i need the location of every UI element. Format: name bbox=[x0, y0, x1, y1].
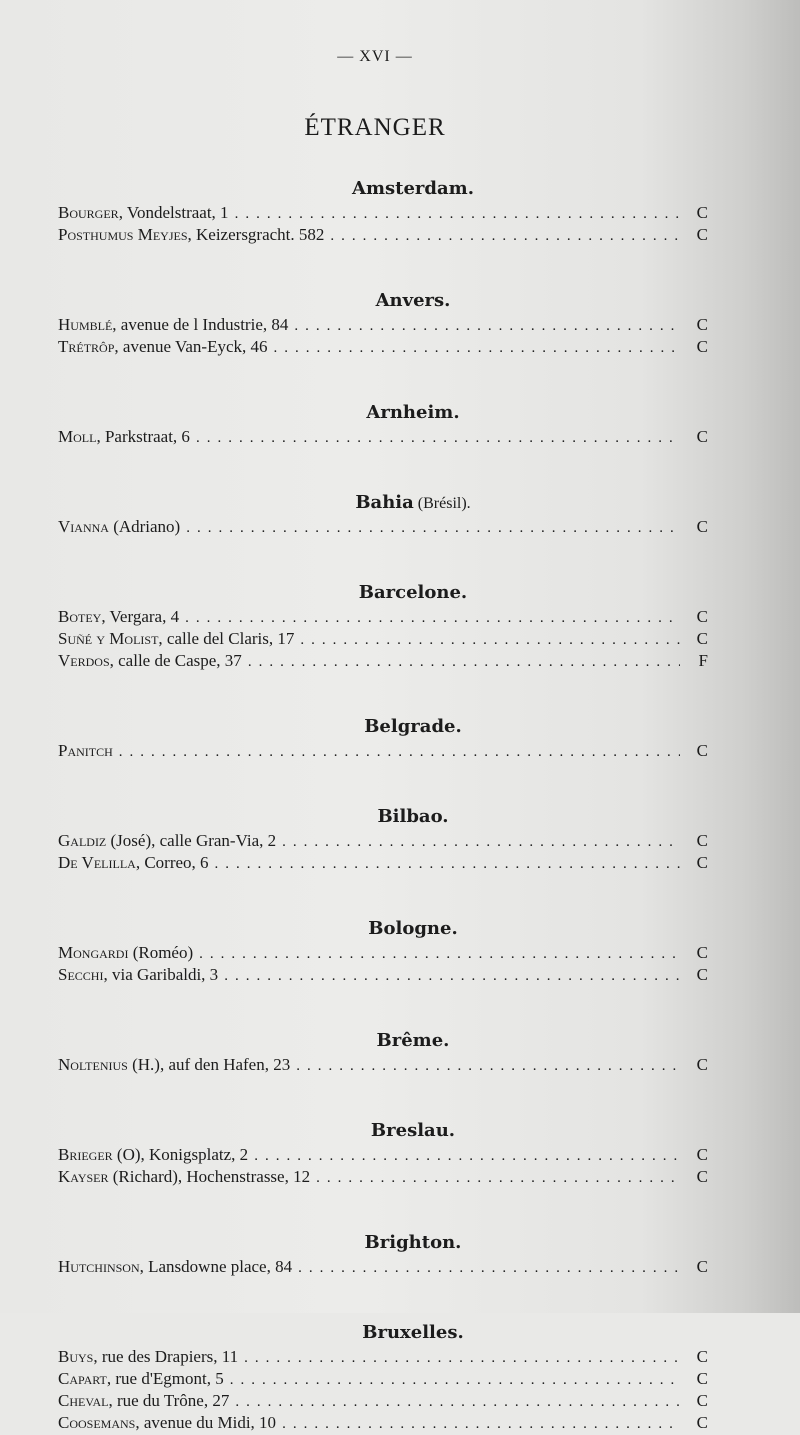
entry-surname: Vianna bbox=[58, 517, 109, 536]
entry-address: , Vondelstraat, 1 bbox=[118, 203, 229, 222]
city-heading bbox=[58, 804, 708, 830]
city-name: Arnheim. bbox=[366, 402, 460, 423]
entry-address: , rue du Trône, 27 bbox=[108, 1391, 230, 1410]
city-name: Bahia bbox=[355, 492, 414, 513]
city-name: Bruxelles. bbox=[362, 1322, 464, 1343]
entry-text bbox=[58, 606, 179, 628]
dot-leader bbox=[282, 831, 680, 853]
entry-surname: Panitch bbox=[58, 741, 113, 760]
directory-entry bbox=[58, 1144, 708, 1166]
directory-entry bbox=[58, 964, 708, 986]
entry-surname: Cheval bbox=[58, 1391, 109, 1410]
directory-entry bbox=[58, 336, 708, 358]
section-gap bbox=[58, 986, 708, 1024]
entry-text bbox=[58, 964, 218, 986]
dot-leader bbox=[294, 315, 680, 337]
entry-address: (O), Konigsplatz, 2 bbox=[112, 1145, 249, 1164]
city-heading bbox=[58, 580, 708, 606]
section-gap bbox=[58, 246, 708, 284]
entry-surname: Coosemans bbox=[58, 1413, 136, 1432]
city-heading bbox=[58, 1118, 708, 1144]
entry-code: C bbox=[696, 853, 708, 872]
city-name: Brighton. bbox=[364, 1232, 462, 1253]
dot-leader bbox=[298, 1257, 680, 1279]
entry-text bbox=[58, 650, 242, 672]
city-name: Bologne. bbox=[368, 918, 458, 939]
dot-leader bbox=[274, 337, 680, 359]
entry-text bbox=[58, 1368, 224, 1390]
directory-entry bbox=[58, 516, 708, 538]
entry-surname: Capart bbox=[58, 1369, 107, 1388]
section-gap bbox=[58, 1278, 708, 1316]
city-heading bbox=[58, 1028, 708, 1054]
city-name: Breslau. bbox=[370, 1120, 456, 1141]
entry-text bbox=[58, 1346, 238, 1368]
entry-text bbox=[58, 740, 113, 762]
entry-address: (José), calle Gran-Via, 2 bbox=[106, 831, 277, 850]
entry-text bbox=[58, 1390, 229, 1412]
directory-entry bbox=[58, 852, 708, 874]
city-name: Amsterdam. bbox=[352, 178, 474, 199]
entry-code: C bbox=[696, 831, 708, 850]
city-note: (Brésil). bbox=[413, 495, 471, 512]
dot-leader bbox=[119, 741, 680, 763]
directory-entry bbox=[58, 314, 708, 336]
entry-code: C bbox=[696, 225, 708, 244]
dot-leader bbox=[196, 427, 680, 449]
entry-text bbox=[58, 1166, 310, 1188]
directory-entry bbox=[58, 1346, 708, 1368]
entry-surname: Trétrôp bbox=[58, 337, 115, 356]
directory-entry bbox=[58, 1256, 708, 1278]
section-gap bbox=[58, 448, 708, 486]
directory-entry bbox=[58, 628, 708, 650]
entry-surname: Brieger bbox=[58, 1145, 113, 1164]
city-heading bbox=[58, 400, 708, 426]
entry-code: C bbox=[696, 1413, 708, 1432]
dot-leader bbox=[316, 1167, 680, 1189]
entry-address: , rue des Drapiers, 11 bbox=[93, 1347, 239, 1366]
directory-list bbox=[58, 172, 708, 1434]
entry-code: C bbox=[696, 427, 708, 446]
directory-entry bbox=[58, 1166, 708, 1188]
entry-text bbox=[58, 336, 268, 358]
entry-code: C bbox=[696, 1167, 708, 1186]
entry-address: , Keizersgracht. 582 bbox=[187, 225, 325, 244]
entry-code: F bbox=[698, 651, 708, 670]
dot-leader bbox=[244, 1347, 680, 1369]
dot-leader bbox=[235, 1391, 680, 1413]
page-number: — XVI — bbox=[337, 48, 413, 65]
entry-text bbox=[58, 942, 193, 964]
entry-code: C bbox=[696, 943, 708, 962]
entry-surname: De Velilla bbox=[58, 853, 136, 872]
city-heading bbox=[58, 1230, 708, 1256]
entry-text bbox=[58, 426, 190, 448]
entry-surname: Mongardi bbox=[58, 943, 129, 962]
section-gap bbox=[58, 538, 708, 576]
entry-surname: Botey bbox=[58, 607, 102, 626]
entry-code: C bbox=[696, 965, 708, 984]
dot-leader bbox=[296, 1055, 680, 1077]
city-name: Brême. bbox=[376, 1030, 450, 1051]
entry-text bbox=[58, 1256, 292, 1278]
entry-surname: Kayser bbox=[58, 1167, 109, 1186]
entry-address: (Roméo) bbox=[128, 943, 194, 962]
entry-text bbox=[58, 1412, 276, 1434]
entry-address: , Lansdowne place, 84 bbox=[139, 1257, 293, 1276]
entry-address: , avenue du Midi, 10 bbox=[135, 1413, 277, 1432]
dot-leader bbox=[282, 1413, 680, 1435]
entry-code: C bbox=[696, 1391, 708, 1410]
entry-address: , calle del Claris, 17 bbox=[158, 629, 295, 648]
directory-entry bbox=[58, 426, 708, 448]
dot-leader bbox=[199, 943, 680, 965]
entry-surname: Bourger bbox=[58, 203, 119, 222]
entry-surname: Posthumus Meyjes bbox=[58, 225, 188, 244]
dot-leader bbox=[254, 1145, 680, 1167]
city-name: Barcelone. bbox=[358, 582, 468, 603]
dot-leader bbox=[230, 1369, 680, 1391]
section-gap bbox=[58, 1188, 708, 1226]
city-heading bbox=[58, 176, 708, 202]
entry-code: C bbox=[696, 629, 708, 648]
entry-code: C bbox=[696, 1055, 708, 1074]
entry-code: C bbox=[696, 337, 708, 356]
entry-surname: Verdos bbox=[58, 651, 110, 670]
directory-entry bbox=[58, 606, 708, 628]
directory-entry bbox=[58, 740, 708, 762]
entry-address: , Parkstraat, 6 bbox=[96, 427, 190, 446]
city-name: Anvers. bbox=[375, 290, 451, 311]
entry-surname: Suñé y Molist bbox=[58, 629, 159, 648]
entry-code: C bbox=[696, 607, 708, 626]
directory-entry bbox=[58, 650, 708, 672]
entry-code: C bbox=[696, 1347, 708, 1366]
entry-code: C bbox=[696, 1145, 708, 1164]
entry-address: , rue d'Egmont, 5 bbox=[106, 1369, 224, 1388]
section-gap bbox=[58, 762, 708, 800]
entry-surname: Galdiz bbox=[58, 831, 107, 850]
entry-surname: Moll bbox=[58, 427, 97, 446]
dot-leader bbox=[224, 965, 680, 987]
entry-address: , calle de Caspe, 37 bbox=[109, 651, 242, 670]
entry-code: C bbox=[696, 1257, 708, 1276]
entry-text bbox=[58, 314, 288, 336]
entry-text bbox=[58, 202, 229, 224]
entry-surname: Secchi bbox=[58, 965, 104, 984]
entry-text bbox=[58, 1144, 248, 1166]
city-heading bbox=[58, 490, 708, 516]
entry-text bbox=[58, 1054, 290, 1076]
city-heading bbox=[58, 288, 708, 314]
dot-leader bbox=[248, 651, 680, 673]
dot-leader bbox=[185, 607, 680, 629]
directory-entry bbox=[58, 942, 708, 964]
dot-leader bbox=[235, 203, 680, 225]
entry-address: (Richard), Hochenstrasse, 12 bbox=[108, 1167, 311, 1186]
entry-surname: Humblé bbox=[58, 315, 113, 334]
section-gap bbox=[58, 1076, 708, 1114]
entry-address: (Adriano) bbox=[108, 517, 181, 536]
section-gap bbox=[58, 358, 708, 396]
directory-entry bbox=[58, 1054, 708, 1076]
entry-code: C bbox=[696, 741, 708, 760]
city-name: Bilbao. bbox=[377, 806, 449, 827]
dot-leader bbox=[215, 853, 680, 875]
directory-entry bbox=[58, 1412, 708, 1434]
directory-entry bbox=[58, 1368, 708, 1390]
entry-text bbox=[58, 628, 294, 650]
entry-address: , avenue de l Industrie, 84 bbox=[112, 315, 289, 334]
entry-surname: Noltenius bbox=[58, 1055, 128, 1074]
dot-leader bbox=[330, 225, 680, 247]
entry-code: C bbox=[696, 315, 708, 334]
entry-address: , avenue Van-Eyck, 46 bbox=[114, 337, 268, 356]
entry-text bbox=[58, 830, 276, 852]
entry-text bbox=[58, 224, 324, 246]
city-heading bbox=[58, 916, 708, 942]
dot-leader bbox=[300, 629, 680, 651]
entry-surname: Buys bbox=[58, 1347, 94, 1366]
entry-code: C bbox=[696, 517, 708, 536]
dot-leader bbox=[186, 517, 680, 539]
page-title: ÉTRANGER bbox=[304, 114, 446, 141]
entry-code: C bbox=[696, 203, 708, 222]
city-heading bbox=[58, 1320, 708, 1346]
entry-text bbox=[58, 516, 180, 538]
entry-address: , Correo, 6 bbox=[135, 853, 209, 872]
entry-address: , Vergara, 4 bbox=[101, 607, 180, 626]
city-heading bbox=[58, 714, 708, 740]
section-gap bbox=[58, 672, 708, 710]
entry-address: , via Garibaldi, 3 bbox=[103, 965, 219, 984]
section-gap bbox=[58, 874, 708, 912]
entry-code: C bbox=[696, 1369, 708, 1388]
directory-entry bbox=[58, 1390, 708, 1412]
directory-entry bbox=[58, 202, 708, 224]
entry-text bbox=[58, 852, 209, 874]
city-name: Belgrade. bbox=[364, 716, 462, 737]
directory-entry bbox=[58, 830, 708, 852]
entry-surname: Hutchinson bbox=[58, 1257, 140, 1276]
entry-address: (H.), auf den Hafen, 23 bbox=[127, 1055, 291, 1074]
directory-entry bbox=[58, 224, 708, 246]
